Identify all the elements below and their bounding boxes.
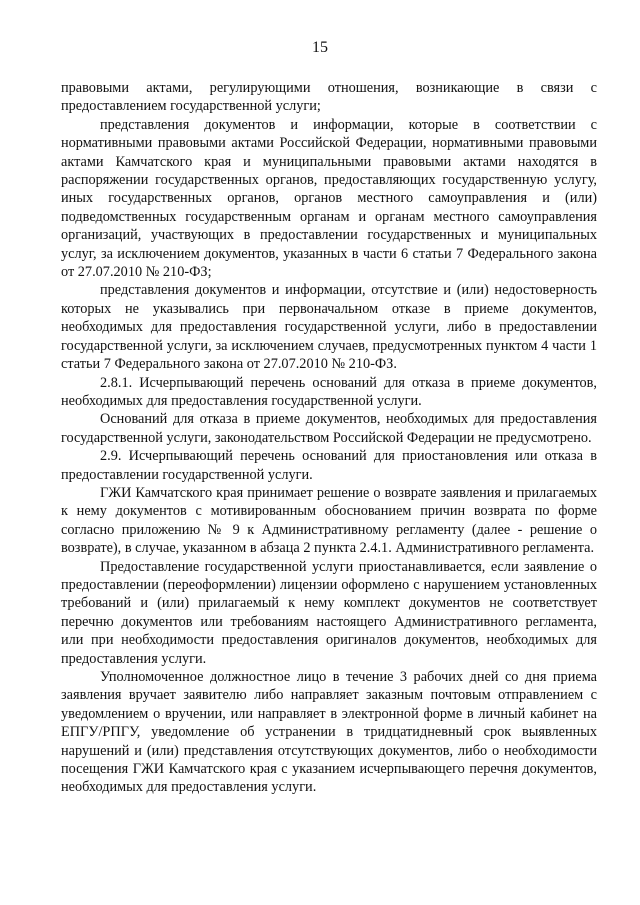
paragraph-2-9: 2.9. Исчерпывающий перечень оснований для приостановления или отказа в предоставлении государственной услуги. — [61, 448, 597, 483]
paragraph-2-8-1: 2.8.1. Исчерпывающий перечень оснований для отказа в приеме документов, необходимых для предоставления государственной услуги. — [61, 374, 597, 409]
paragraph-documents-not-indicated: представления документов и информации, отсутствие и (или) недостоверность которых не указывались при первоначальном отказе в приеме документов, необходимых для предоставления государственной услуги, либо в предоставлении государственной услуги, за исключением случаев, предусмотренных пунктом 4 части 1 статьи 7 Федерального закона от 27.07.2010 № 210-ФЗ. — [61, 282, 597, 373]
page-number: 15 — [312, 39, 328, 56]
document-body — [61, 79, 597, 797]
paragraph-no-grounds: Оснований для отказа в приеме документов, необходимых для предоставления государственной услуги, законодательством Российской Федерации не предусмотрено. — [61, 411, 597, 446]
paragraph-documents-in-disposal: представления документов и информации, которые в соответствии с нормативными правовыми актами Российской Федерации, нормативными правовыми актами Камчатского края и муниципальными правовыми актами находятся в распоряжении государственных органов, предоставляющих государственную услугу, иных государственных органов, органов местного самоуправления и (или) подведомственных государственным органам и органам местного самоуправления организаций, участвующих в предоставлении государственных и муниципальных услуг, за исключением документов, указанных в части 6 статьи 7 Федерального закона от 27.07.2010 № 210-ФЗ; — [61, 116, 597, 281]
paragraph-authorized-official: Уполномоченное должностное лицо в течение 3 рабочих дней со дня приема заявления вручает заявителю либо направляет заказным почтовым отправлением с уведомлением о вручении, или направляет в электронной форме в личный кабинет на ЕПГУ/РПГУ, уведомление об устранении в тридцатидневный срок выявленных нарушений и (или) представления отсутствующих документов, либо о необходимости посещения ГЖИ Камчатского края с указанием исчерпывающего перечня документов, необходимых для предоставления услуги. — [61, 669, 597, 796]
paragraph-return-decision: ГЖИ Камчатского края принимает решение о возврате заявления и прилагаемых к нему документов с мотивированным обоснованием причин возврата по форме согласно приложению № 9 к Административному регламенту (далее - решение о возврате), в случае, указанном в абзаца 2 пункта 2.4.1. Административного регламента. — [61, 484, 597, 557]
paragraph-regulating-acts: правовыми актами, регулирующими отношения, возникающие в связи с предоставлением государственной услуги; — [61, 80, 597, 115]
paragraph-suspension: Предоставление государственной услуги приостанавливается, если заявление о предоставлении (переоформлении) лицензии оформлено с нарушением установленных требований и (или) прилагаемый к нему комплект документов не соответствует перечню документов или требованиям настоящего Административного регламента, или при необходимости предоставления оригиналов документов, необходимых для предоставления услуги. — [61, 558, 597, 667]
